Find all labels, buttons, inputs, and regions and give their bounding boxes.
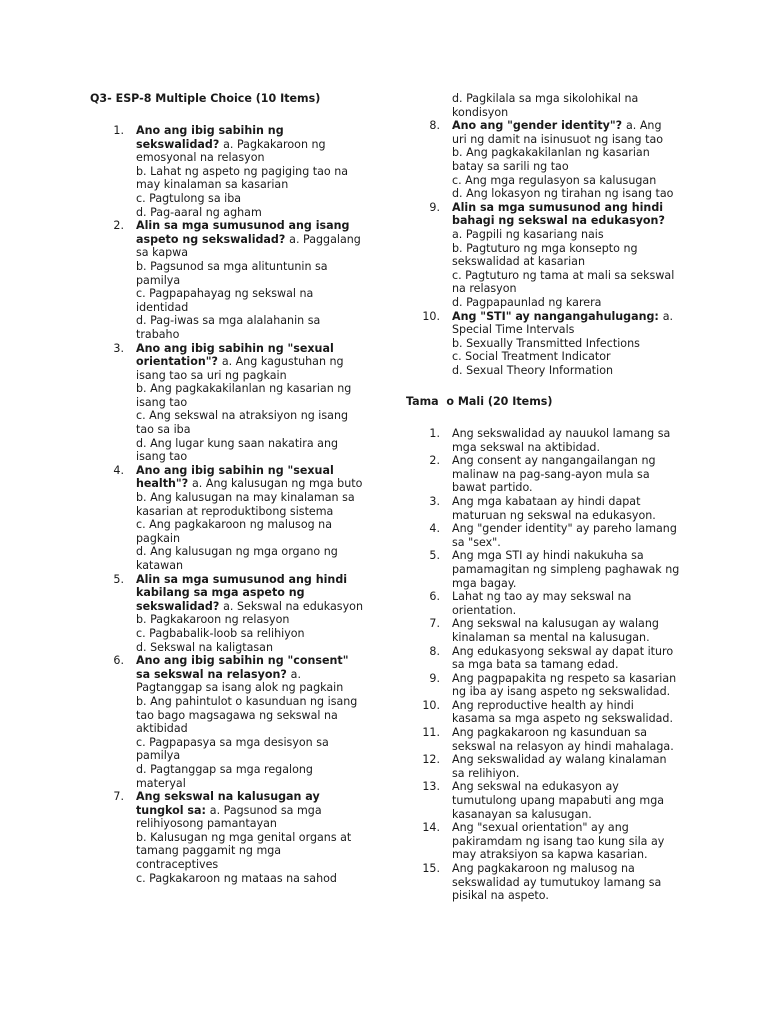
mc-item — [110, 654, 372, 790]
tf-item-text: Ang sekswal na kalusugan ay walang kinalaman sa mental na kalusugan. — [452, 617, 659, 644]
mc-option-a: a. Ang kagustuhan ng isang tao sa uri ng pagkain — [136, 355, 344, 382]
tf-item-text: Ang sekswalidad ay nauukol lamang sa mga sekswal na aktibidad. — [452, 427, 671, 454]
tf-item-number: 3. — [429, 494, 440, 508]
tf-item-number: 11. — [422, 726, 440, 740]
mc-option: c. Pagpapahayag ng sekswal na identidad — [136, 287, 314, 314]
tf-item-number: 5. — [429, 549, 440, 563]
mc-item-body — [452, 119, 678, 201]
mc-question-text: Alin sa mga sumusunod ang hindi bahagi ng sekswal na edukasyon? — [452, 200, 665, 228]
tf-item — [426, 522, 726, 549]
tf-item-text: Ang mga kabataan ay hindi dapat maturuan ng sekswal na edukasyon. — [452, 494, 656, 522]
mc-option: d. Sexual Theory Information — [452, 363, 614, 377]
tf-item — [426, 645, 726, 672]
tf-item-number: 14. — [422, 821, 440, 835]
mc-list-right — [422, 92, 726, 377]
mc-option-a: a. Pagsunod sa mga relihiyosong pamantayan — [136, 803, 322, 831]
tf-item — [426, 549, 726, 590]
mc-option: c. Pagtuturo ng tama at mali sa sekswal na relasyon — [452, 268, 675, 296]
tf-heading: Tama o Mali (20 Items) — [406, 395, 553, 408]
mc-item — [110, 342, 372, 464]
tf-item-number: 12. — [422, 753, 440, 767]
tf-item-text: Ang consent ay nangangailangan ng malinaw na pag-sang-ayon mula sa bawat partido. — [452, 454, 656, 495]
tf-item-number: 7. — [429, 617, 440, 631]
tf-item — [426, 454, 726, 495]
tf-item-text: Ang edukasyong sekswal ay dapat ituro sa mga bata sa tamang edad. — [452, 644, 674, 672]
mc-option: b. Sexually Transmitted Infections — [452, 336, 640, 350]
tf-item — [426, 590, 726, 617]
mc-question-text: Ano ang ibig sabihin ng "sexual orientation"? — [136, 341, 334, 369]
mc-option: d. Pagkilala sa mga sikolohikal na kondisyon — [452, 92, 639, 119]
tf-list — [422, 427, 726, 903]
mc-option-a: a. Paggalang sa kapwa — [136, 232, 361, 260]
tf-item-number: 6. — [429, 590, 440, 604]
mc-option-a: a. Ang kalusugan ng mga buto — [192, 477, 363, 491]
mc-item-number: 2. — [113, 219, 124, 233]
tf-item-text: Ang "sexual orientation" ay ang pakiramdam ng isang tao kung sila ay may atraksiyon sa kapwa kasarian. — [452, 821, 665, 862]
tf-item-number: 2. — [429, 454, 440, 468]
mc-question-text: Ano ang ibig sabihin ng "sexual health"? — [136, 463, 334, 491]
mc-option: c. Ang mga regulasyon sa kalusugan — [452, 173, 657, 187]
mc-option: d. Ang lokasyon ng tirahan ng isang tao — [452, 187, 674, 201]
mc-item — [110, 124, 372, 219]
tf-item — [422, 862, 726, 903]
mc-option: d. Pagpapaunlad ng karera — [452, 295, 602, 309]
mc-item-continued — [426, 92, 726, 119]
mc-option: b. Pagkakaroon ng relasyon — [136, 613, 290, 627]
mc-item — [110, 573, 372, 655]
mc-item — [422, 309, 726, 378]
mc-option: b. Lahat ng aspeto ng pagiging tao na may kinalaman sa kasarian — [136, 164, 349, 192]
mc-item-number: 1. — [113, 124, 124, 137]
mc-option: b. Ang pagkakakilanlan ng kasarian batay sa sarili ng tao — [452, 146, 650, 173]
mc-item-body — [452, 201, 678, 310]
tf-item — [422, 698, 726, 726]
mc-option: d. Sekswal na kaligtasan — [136, 640, 273, 654]
tf-item-text: Ang "gender identity" ay pareho lamang sa "sex". — [452, 522, 677, 549]
mc-question-text: Ang "STI" ay nangangahulugang: — [452, 309, 663, 323]
tf-item — [426, 617, 726, 644]
mc-question-text: Ano ang "gender identity"? — [452, 119, 626, 133]
mc-item-number: 9. — [429, 200, 440, 214]
mc-item-number: 5. — [113, 572, 124, 586]
mc-option-a: a. Pagpili ng kasariang nais — [452, 227, 604, 241]
tf-item — [426, 672, 726, 699]
mc-item-body — [136, 654, 364, 790]
mc-item — [110, 464, 372, 573]
mc-option: b. Pagtuturo ng mga konsepto ng sekswalidad at kasarian — [452, 241, 638, 269]
mc-item-body — [452, 310, 678, 378]
tf-item-number: 15. — [422, 862, 440, 875]
mc-item-number: 6. — [113, 654, 124, 668]
tf-item — [422, 821, 726, 862]
tf-item-text: Ang mga STI ay hindi nakukuha sa pamamagitan ng simpleng paghawak ng mga bagay. — [452, 549, 680, 590]
tf-item-text: Lahat ng tao ay may sekswal na orientation. — [452, 590, 632, 617]
mc-question-text: Alin sa mga sumusunod ang isang aspeto ng sekswalidad? — [136, 219, 350, 246]
mc-item-body — [136, 573, 364, 655]
mc-item-body — [136, 342, 364, 464]
mc-option: b. Ang pahintulot o kasunduan ng isang tao bago magsagawa ng sekswal na aktibidad — [136, 694, 358, 736]
mc-option-a: a. Special Time Intervals — [452, 309, 674, 337]
tf-item — [426, 427, 726, 454]
mc-option-a: a. Pagkakaroon ng emosyonal na relasyon — [136, 137, 326, 165]
tf-item-text: Ang pagkakaroon ng kasunduan sa sekswal na relasyon ay hindi mahalaga. — [452, 726, 674, 753]
tf-item-text: Ang pagkakaroon ng malusog na sekswalidad ay tumutukoy lamang sa pisikal na aspeto. — [452, 862, 662, 903]
mc-item-body — [136, 464, 364, 573]
mc-item — [426, 119, 726, 201]
mc-question-text: Alin sa mga sumusunod ang hindi kabilang sa mga aspeto ng sekswalidad? — [136, 572, 348, 613]
tf-item — [422, 753, 726, 780]
tf-item-number: 4. — [429, 522, 440, 536]
mc-option: c. Social Treatment Indicator — [452, 350, 611, 364]
mc-list-left — [110, 124, 372, 885]
tf-item-number: 8. — [429, 644, 440, 658]
mc-heading: Q3- ESP-8 Multiple Choice (10 Items) — [90, 92, 321, 105]
mc-option: c. Pagpapasya sa mga desisyon sa pamilya — [136, 735, 329, 763]
tf-item-text: Ang sekswal na edukasyon ay tumutulong upang mapabuti ang mga kasanayan sa kalusugan. — [452, 780, 665, 821]
mc-option: d. Ang kalusugan ng mga organo ng katawan — [136, 545, 338, 572]
mc-question-text: Ano ang ibig sabihin ng sekswalidad? — [136, 124, 284, 151]
mc-option: b. Kalusugan ng mga genital organs at tamang paggamit ng mga contraceptives — [136, 830, 352, 872]
tf-item-number: 1. — [429, 427, 440, 440]
mc-item-number: 10. — [422, 309, 440, 323]
tf-item-text: Ang pagpapakita ng respeto sa kasarian ng iba ay isang aspeto ng sekswalidad. — [452, 671, 677, 699]
mc-item-number: 4. — [113, 463, 124, 477]
tf-item-number: 13. — [422, 780, 440, 794]
mc-option: b. Ang pagkakakilanlan ng kasarian ng isang tao — [136, 382, 352, 409]
tf-item-text: Ang reproductive health ay hindi kasama sa mga aspeto ng sekswalidad. — [452, 698, 673, 726]
mc-option: d. Ang lugar kung saan nakatira ang isang tao — [136, 436, 339, 464]
mc-option: c. Pagbabalik-loob sa relihiyon — [136, 626, 305, 640]
mc-item-number: 8. — [429, 119, 440, 133]
mc-option: c. Pagkakaroon ng mataas na sahod — [136, 871, 337, 885]
mc-option-a: a. Pagtanggap sa isang alok ng pagkain — [136, 667, 344, 695]
mc-option: c. Pagtulong sa iba — [136, 191, 242, 205]
mc-question-text: Ang sekswal na kalusugan ay tungkol sa: — [136, 790, 320, 817]
mc-item — [110, 790, 372, 885]
mc-option-a: a. Ang uri ng damit na isinusuot ng isang tao — [452, 119, 664, 146]
mc-option: c. Ang pagkakaroon ng malusog na pagkain — [136, 518, 333, 545]
mc-item-body — [136, 124, 364, 219]
tf-item — [422, 726, 726, 753]
mc-item — [110, 219, 372, 341]
mc-option: d. Pag-iwas sa mga alalahanin sa trabaho — [136, 314, 321, 341]
mc-item-number: 7. — [113, 790, 124, 804]
tf-item-number: 9. — [429, 671, 440, 685]
mc-option: d. Pagtanggap sa mga regalong materyal — [136, 762, 313, 790]
mc-item-body — [136, 790, 364, 885]
tf-item-number: 10. — [422, 698, 440, 712]
mc-option: c. Ang sekswal na atraksiyon ng isang tao sa iba — [136, 409, 349, 437]
mc-option: d. Pag-aaral ng agham — [136, 205, 262, 219]
tf-item-text: Ang sekswalidad ay walang kinalaman sa relihiyon. — [452, 753, 667, 780]
mc-question-text: Ano ang ibig sabihin ng "consent" sa sekswal na relasyon? — [136, 654, 349, 681]
mc-option-a: a. Sekswal na edukasyon — [223, 599, 363, 613]
mc-option: b. Ang kalusugan na may kinalaman sa kasarian at reproduktibong sistema — [136, 491, 355, 518]
mc-option: b. Pagsunod sa mga alituntunin sa pamilya — [136, 259, 328, 287]
mc-item-number: 3. — [113, 341, 124, 355]
mc-item-body — [136, 219, 364, 341]
mc-item — [426, 201, 726, 310]
tf-item — [422, 780, 726, 821]
mc-item-body — [452, 92, 678, 119]
tf-item — [426, 495, 726, 522]
